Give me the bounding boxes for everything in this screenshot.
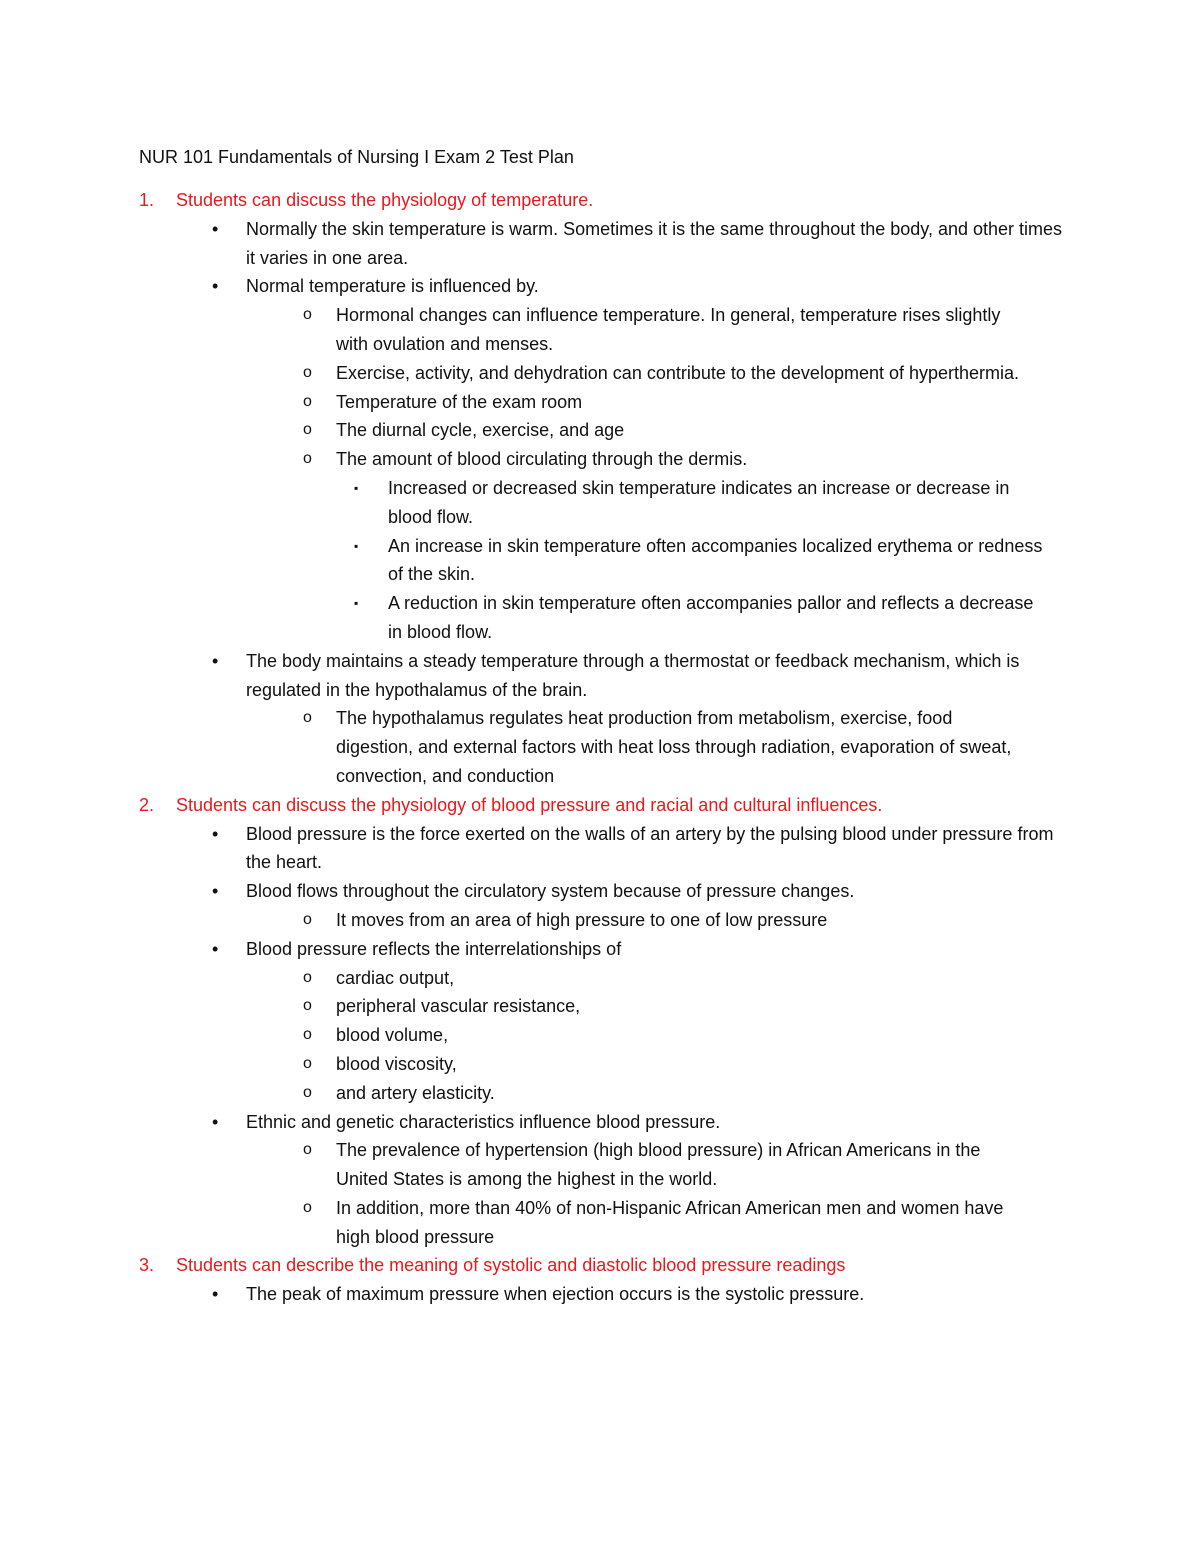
bullet-item-text: Blood flows throughout the circulatory system because of pressure changes.: [246, 881, 855, 902]
bullet-icon: •: [212, 1111, 219, 1132]
bullet-icon: •: [212, 881, 219, 902]
sub-bullet-item-text: The prevalence of hypertension (high blood pressure) in African Americans in the United States is among the highest in the world.: [336, 1140, 981, 1190]
sub-bullet-item-text: It moves from an area of high pressure to one of low pressure: [336, 909, 828, 930]
circle-bullet-icon: o: [303, 1083, 312, 1101]
section-heading-text: Students can discuss the physiology of blood pressure and racial and cultural influences.: [176, 794, 883, 815]
bullet-icon: •: [212, 218, 219, 239]
sub-bullet-item: [0, 1194, 1026, 1252]
section-number: 2.: [139, 794, 155, 815]
document-body: [0, 186, 1200, 1309]
bullet-item: [0, 647, 1076, 705]
bullet-item-text: Blood pressure is the force exerted on the walls of an artery by the pulsing blood under pressure from the heart.: [246, 823, 1054, 873]
section-number: 3.: [139, 1255, 155, 1276]
sub-bullet-item: [0, 1079, 1026, 1108]
bullet-icon: •: [212, 276, 219, 297]
sub-sub-bullet-item: [0, 532, 1048, 590]
sub-bullet-item-text: The amount of blood circulating through the dermis.: [336, 449, 748, 470]
sub-bullet-item: [0, 992, 1026, 1021]
sub-sub-bullet-item: [0, 589, 1048, 647]
section-heading: [0, 791, 1200, 820]
sub-bullet-item: [0, 1050, 1026, 1079]
sub-bullet-item: [0, 1021, 1026, 1050]
circle-bullet-icon: o: [303, 421, 312, 439]
sub-sub-bullet-item-text: A reduction in skin temperature often accompanies pallor and reflects a decrease in blood flow.: [388, 593, 1034, 642]
sub-bullet-item-text: The diurnal cycle, exercise, and age: [336, 420, 625, 441]
square-bullet-icon: ▪: [354, 538, 359, 553]
bullet-item: [0, 1280, 1076, 1309]
bullet-item-text: Normally the skin temperature is warm. Sometimes it is the same throughout the body, and other times it varies in one area.: [246, 218, 1063, 268]
bullet-item: [0, 820, 1076, 878]
sub-bullet-item: [0, 359, 1026, 388]
sub-bullet-item: [0, 906, 1026, 935]
bullet-item-text: Blood pressure reflects the interrelationships of: [246, 938, 622, 959]
section-heading-text: Students can discuss the physiology of temperature.: [176, 190, 594, 210]
circle-bullet-icon: o: [303, 968, 312, 986]
circle-bullet-icon: o: [303, 392, 312, 410]
circle-bullet-icon: o: [303, 910, 312, 928]
sub-sub-bullet-item: [0, 474, 1048, 532]
circle-bullet-icon: o: [303, 306, 312, 324]
square-bullet-icon: ▪: [354, 480, 359, 495]
sub-bullet-item: [0, 416, 1026, 445]
circle-bullet-icon: o: [303, 1141, 312, 1159]
document-title: NUR 101 Fundamentals of Nursing I Exam 2 Test Plan: [139, 147, 574, 167]
sub-bullet-item-text: The hypothalamus regulates heat production from metabolism, exercise, food digestion, and external factors with heat loss through radiation, evaporation of sweat, convection, and conduction: [336, 708, 1012, 786]
circle-bullet-icon: o: [303, 997, 312, 1015]
bullet-item: [0, 877, 1076, 906]
bullet-item-text: Normal temperature is influenced by.: [246, 276, 539, 297]
sub-bullet-item: [0, 388, 1026, 417]
sub-bullet-item-text: peripheral vascular resistance,: [336, 996, 581, 1017]
sub-bullet-item: [0, 445, 1026, 474]
bullet-item: [0, 935, 1076, 964]
section-heading: [0, 186, 1200, 215]
sub-bullet-item-text: Temperature of the exam room: [336, 391, 583, 412]
sub-bullet-item: [0, 964, 1026, 993]
sub-sub-bullet-item-text: An increase in skin temperature often accompanies localized erythema or redness of the skin.: [388, 535, 1043, 585]
circle-bullet-icon: o: [303, 1026, 312, 1044]
bullet-item: [0, 272, 1076, 301]
bullet-item: [0, 1108, 1076, 1137]
sub-bullet-item: [0, 704, 1026, 790]
sub-sub-bullet-item-text: Increased or decreased skin temperature indicates an increase or decrease in blood flow.: [388, 477, 1010, 527]
circle-bullet-icon: o: [303, 363, 312, 381]
sub-bullet-item: [0, 301, 1026, 359]
section-heading-text: Students can describe the meaning of systolic and diastolic blood pressure readings: [176, 1255, 846, 1276]
bullet-icon: •: [212, 823, 219, 844]
sub-bullet-item: [0, 1136, 1026, 1194]
bullet-item-text: Ethnic and genetic characteristics influence blood pressure.: [246, 1111, 721, 1132]
sub-bullet-item-text: Exercise, activity, and dehydration can contribute to the development of hyperthermia.: [336, 362, 1020, 383]
circle-bullet-icon: o: [303, 450, 312, 468]
circle-bullet-icon: o: [303, 1198, 312, 1216]
sub-bullet-item-text: In addition, more than 40% of non-Hispanic African American men and women have high blood pressure: [336, 1197, 1004, 1247]
sub-bullet-item-text: blood volume,: [336, 1025, 449, 1046]
section-heading: [0, 1251, 1200, 1280]
sub-bullet-item-text: blood viscosity,: [336, 1053, 457, 1074]
circle-bullet-icon: o: [303, 1054, 312, 1072]
sub-bullet-item-text: and artery elasticity.: [336, 1082, 495, 1103]
sub-bullet-item-text: cardiac output,: [336, 967, 455, 988]
bullet-icon: •: [212, 938, 219, 959]
bullet-icon: •: [212, 650, 219, 671]
bullet-item-text: The peak of maximum pressure when ejection occurs is the systolic pressure.: [246, 1284, 865, 1305]
square-bullet-icon: ▪: [354, 596, 359, 611]
bullet-item: [0, 215, 1076, 273]
circle-bullet-icon: o: [303, 709, 312, 727]
section-number: 1.: [139, 190, 155, 210]
bullet-item-text: The body maintains a steady temperature through a thermostat or feedback mechanism, which is regulated in the hypothalamus of the brain.: [246, 650, 1020, 700]
bullet-icon: •: [212, 1284, 219, 1305]
sub-bullet-item-text: Hormonal changes can influence temperature. In general, temperature rises slightly with ovulation and menses.: [336, 305, 1001, 354]
